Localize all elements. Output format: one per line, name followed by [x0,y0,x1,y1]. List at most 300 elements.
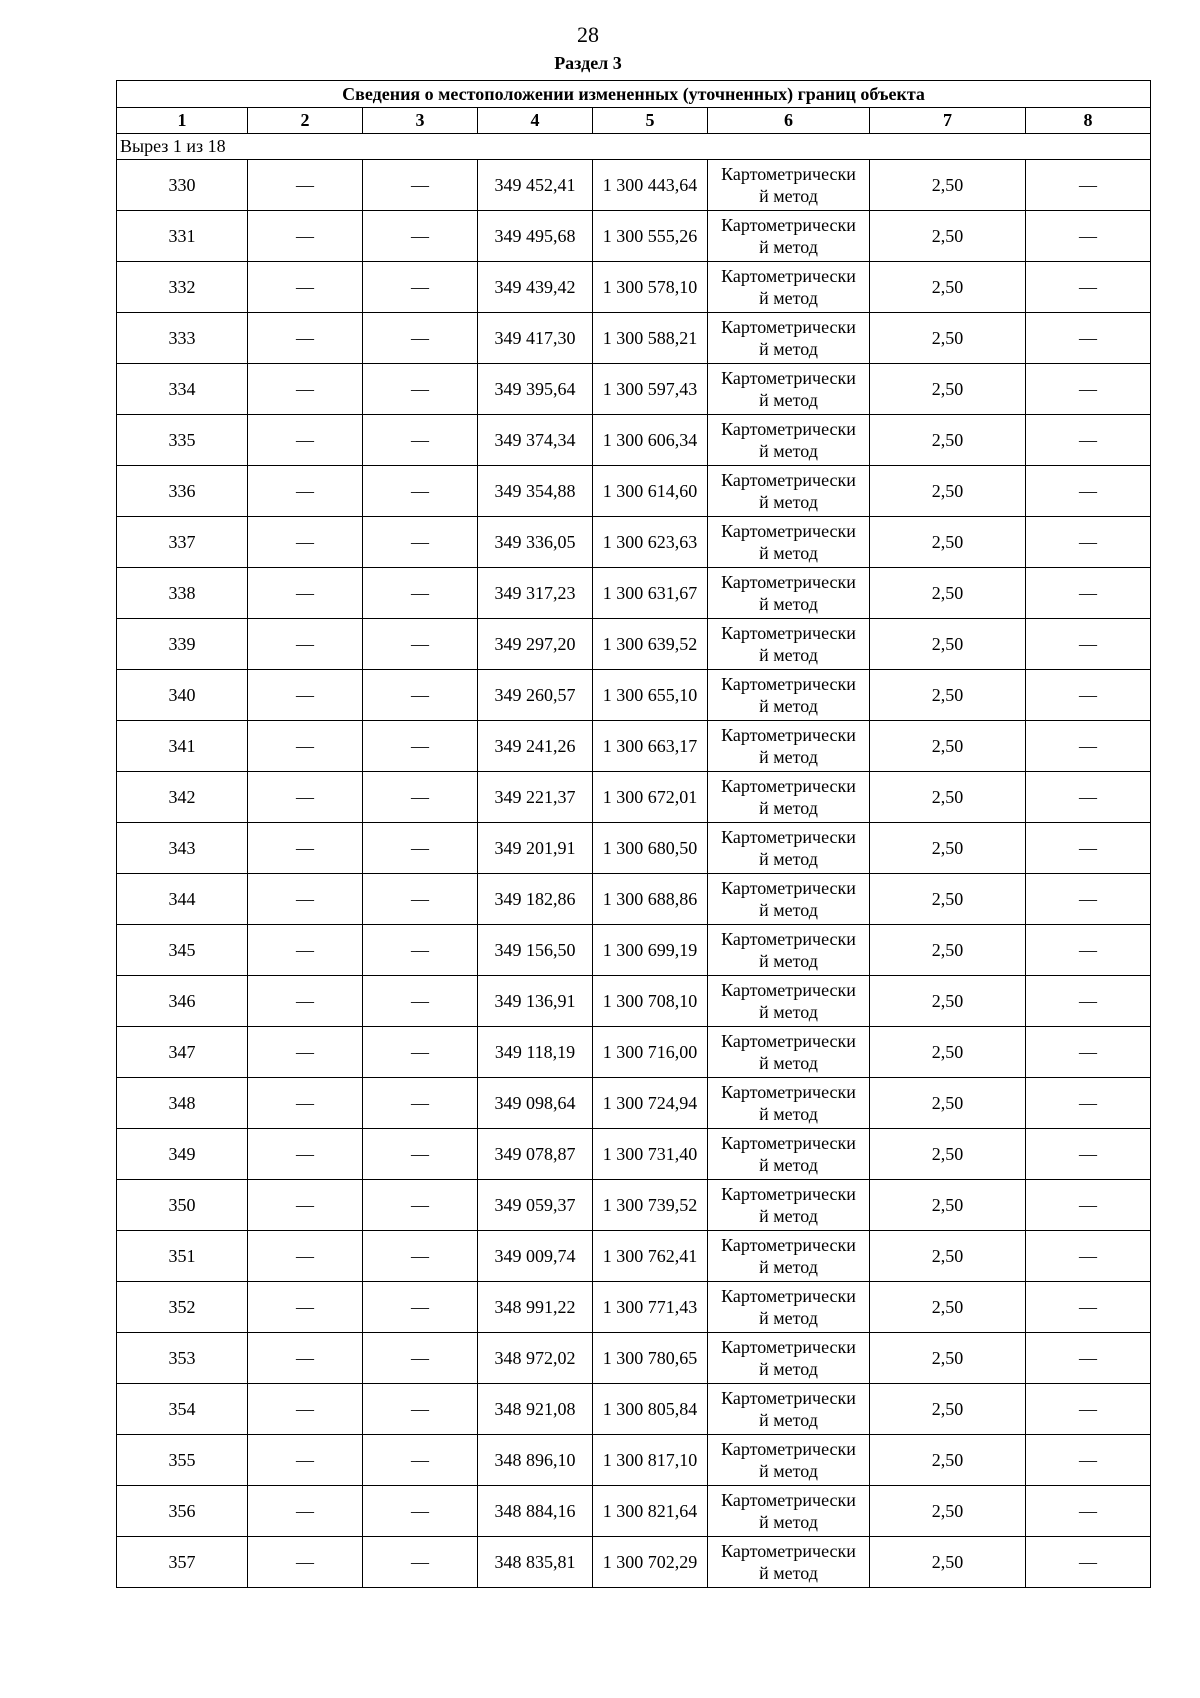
method-text: й метод [759,747,818,767]
method-text: й метод [759,1206,818,1226]
accuracy-value: 2,50 [870,1333,1026,1384]
table-row [117,772,1151,823]
table-row [117,1333,1151,1384]
point-number: 330 [117,160,248,211]
accuracy-value: 2,50 [870,415,1026,466]
table-row [117,721,1151,772]
table-row [117,1078,1151,1129]
method-text: й метод [759,1410,818,1430]
method-text: Картометрически [721,623,856,643]
method-text: й метод [759,441,818,461]
empty-dash: — [363,1282,478,1333]
empty-dash: — [363,874,478,925]
coordinate-x: 349 317,23 [478,568,593,619]
accuracy-value: 2,50 [870,925,1026,976]
coordinate-y: 1 300 699,19 [593,925,708,976]
empty-dash: — [248,925,363,976]
empty-dash: — [363,1129,478,1180]
empty-dash: — [248,1078,363,1129]
accuracy-value: 2,50 [870,160,1026,211]
empty-dash: — [248,568,363,619]
method-text: й метод [759,1104,818,1124]
accuracy-value: 2,50 [870,1537,1026,1588]
empty-dash: — [363,1027,478,1078]
empty-dash: — [1026,670,1151,721]
empty-dash: — [363,976,478,1027]
coordinate-y: 1 300 680,50 [593,823,708,874]
accuracy-value: 2,50 [870,823,1026,874]
coordinate-y: 1 300 655,10 [593,670,708,721]
method-cell [708,1486,870,1537]
coordinate-x: 349 297,20 [478,619,593,670]
empty-dash: — [1026,823,1151,874]
point-number: 332 [117,262,248,313]
accuracy-value: 2,50 [870,1129,1026,1180]
page-number: 28 [577,22,599,47]
point-number: 347 [117,1027,248,1078]
method-text: й метод [759,237,818,257]
empty-dash: — [1026,211,1151,262]
column-header: 5 [593,108,708,134]
method-cell [708,1078,870,1129]
empty-dash: — [248,823,363,874]
accuracy-value: 2,50 [870,466,1026,517]
accuracy-value: 2,50 [870,313,1026,364]
table-row [117,1180,1151,1231]
empty-dash: — [248,415,363,466]
method-text: Картометрически [721,1031,856,1051]
empty-dash: — [363,1231,478,1282]
point-number: 349 [117,1129,248,1180]
method-text: Картометрически [721,1082,856,1102]
coordinate-y: 1 300 731,40 [593,1129,708,1180]
method-text: й метод [759,492,818,512]
cut-label: Вырез 1 из 18 [117,134,1151,160]
empty-dash: — [363,1180,478,1231]
method-text: й метод [759,390,818,410]
method-text: Картометрически [721,827,856,847]
method-text: й метод [759,1461,818,1481]
method-text: Картометрически [721,1439,856,1459]
empty-dash: — [248,1282,363,1333]
coordinate-y: 1 300 724,94 [593,1078,708,1129]
point-number: 354 [117,1384,248,1435]
empty-dash: — [248,1384,363,1435]
method-text: й метод [759,1563,818,1583]
point-number: 355 [117,1435,248,1486]
empty-dash: — [1026,415,1151,466]
table-row [117,517,1151,568]
accuracy-value: 2,50 [870,1027,1026,1078]
empty-dash: — [1026,1180,1151,1231]
coordinate-y: 1 300 805,84 [593,1384,708,1435]
empty-dash: — [248,772,363,823]
coordinate-y: 1 300 688,86 [593,874,708,925]
point-number: 335 [117,415,248,466]
point-number: 356 [117,1486,248,1537]
table-row [117,211,1151,262]
method-cell [708,1231,870,1282]
empty-dash: — [248,466,363,517]
method-text: Картометрически [721,980,856,1000]
accuracy-value: 2,50 [870,1078,1026,1129]
method-text: й метод [759,1155,818,1175]
coordinate-y: 1 300 716,00 [593,1027,708,1078]
method-text: Картометрически [721,725,856,745]
empty-dash: — [248,1486,363,1537]
coordinate-y: 1 300 639,52 [593,619,708,670]
coordinate-x: 349 260,57 [478,670,593,721]
empty-dash: — [363,160,478,211]
coordinate-y: 1 300 821,64 [593,1486,708,1537]
method-text: Картометрически [721,1388,856,1408]
point-number: 343 [117,823,248,874]
method-text: й метод [759,1053,818,1073]
table-row [117,568,1151,619]
point-number: 337 [117,517,248,568]
accuracy-value: 2,50 [870,874,1026,925]
coordinates-table [116,80,1151,1588]
column-header-row [117,108,1151,134]
method-text: Картометрически [721,521,856,541]
empty-dash: — [248,670,363,721]
empty-dash: — [363,1078,478,1129]
method-text: Картометрически [721,317,856,337]
method-cell [708,670,870,721]
empty-dash: — [248,976,363,1027]
table-row [117,415,1151,466]
empty-dash: — [363,211,478,262]
method-text: Картометрически [721,164,856,184]
point-number: 334 [117,364,248,415]
method-text: Картометрически [721,1490,856,1510]
point-number: 352 [117,1282,248,1333]
empty-dash: — [1026,925,1151,976]
method-text: й метод [759,594,818,614]
empty-dash: — [363,823,478,874]
accuracy-value: 2,50 [870,772,1026,823]
coordinate-x: 349 439,42 [478,262,593,313]
empty-dash: — [363,262,478,313]
table-row [117,262,1151,313]
coordinate-x: 348 884,16 [478,1486,593,1537]
point-number: 340 [117,670,248,721]
empty-dash: — [248,1333,363,1384]
coordinate-y: 1 300 631,67 [593,568,708,619]
coordinate-x: 349 395,64 [478,364,593,415]
point-number: 338 [117,568,248,619]
method-text: й метод [759,951,818,971]
coordinate-y: 1 300 588,21 [593,313,708,364]
empty-dash: — [363,517,478,568]
accuracy-value: 2,50 [870,721,1026,772]
table-row [117,619,1151,670]
method-text: й метод [759,1002,818,1022]
coordinate-y: 1 300 597,43 [593,364,708,415]
empty-dash: — [248,1537,363,1588]
empty-dash: — [1026,772,1151,823]
coordinate-x: 349 221,37 [478,772,593,823]
accuracy-value: 2,50 [870,1282,1026,1333]
method-text: й метод [759,1359,818,1379]
method-text: Картометрически [721,776,856,796]
coordinate-y: 1 300 739,52 [593,1180,708,1231]
coordinate-x: 349 098,64 [478,1078,593,1129]
empty-dash: — [363,1333,478,1384]
accuracy-value: 2,50 [870,1180,1026,1231]
table-caption: Сведения о местоположении измененных (уточненных) границ объекта [117,81,1151,108]
accuracy-value: 2,50 [870,619,1026,670]
empty-dash: — [248,1129,363,1180]
empty-dash: — [1026,976,1151,1027]
column-header: 8 [1026,108,1151,134]
empty-dash: — [363,568,478,619]
empty-dash: — [363,313,478,364]
point-number: 345 [117,925,248,976]
table-row [117,1537,1151,1588]
coordinate-y: 1 300 623,63 [593,517,708,568]
empty-dash: — [1026,568,1151,619]
method-cell [708,772,870,823]
coordinate-x: 348 896,10 [478,1435,593,1486]
method-cell [708,925,870,976]
method-cell [708,517,870,568]
coordinate-y: 1 300 702,29 [593,1537,708,1588]
coordinate-y: 1 300 771,43 [593,1282,708,1333]
method-cell [708,823,870,874]
method-text: Картометрически [721,929,856,949]
empty-dash: — [1026,466,1151,517]
method-text: Картометрически [721,368,856,388]
coordinate-x: 348 991,22 [478,1282,593,1333]
empty-dash: — [1026,1486,1151,1537]
coordinate-x: 349 452,41 [478,160,593,211]
table-row [117,1486,1151,1537]
method-cell [708,1537,870,1588]
empty-dash: — [248,160,363,211]
accuracy-value: 2,50 [870,1231,1026,1282]
empty-dash: — [363,721,478,772]
section-title: Раздел 3 [554,53,622,73]
empty-dash: — [1026,1384,1151,1435]
method-cell [708,1282,870,1333]
method-cell [708,1333,870,1384]
method-text: й метод [759,543,818,563]
method-text: й метод [759,1257,818,1277]
point-number: 331 [117,211,248,262]
empty-dash: — [1026,1537,1151,1588]
point-number: 344 [117,874,248,925]
coordinate-x: 349 417,30 [478,313,593,364]
table-row [117,1435,1151,1486]
method-text: Картометрически [721,1235,856,1255]
point-number: 342 [117,772,248,823]
method-cell [708,1027,870,1078]
empty-dash: — [363,1435,478,1486]
table-row [117,1129,1151,1180]
empty-dash: — [248,517,363,568]
method-cell [708,1180,870,1231]
point-number: 357 [117,1537,248,1588]
method-cell [708,211,870,262]
table-row [117,976,1151,1027]
accuracy-value: 2,50 [870,1384,1026,1435]
empty-dash: — [1026,1282,1151,1333]
coordinate-x: 349 374,34 [478,415,593,466]
empty-dash: — [248,1435,363,1486]
empty-dash: — [1026,517,1151,568]
method-text: Картометрически [721,266,856,286]
empty-dash: — [248,1231,363,1282]
coordinate-y: 1 300 443,64 [593,160,708,211]
point-number: 348 [117,1078,248,1129]
method-cell [708,976,870,1027]
method-cell [708,568,870,619]
table-row [117,1027,1151,1078]
coordinate-x: 349 156,50 [478,925,593,976]
coordinate-y: 1 300 708,10 [593,976,708,1027]
method-text: й метод [759,1512,818,1532]
empty-dash: — [363,1537,478,1588]
empty-dash: — [1026,1078,1151,1129]
point-number: 350 [117,1180,248,1231]
table-row [117,670,1151,721]
point-number: 336 [117,466,248,517]
empty-dash: — [363,619,478,670]
coordinate-y: 1 300 606,34 [593,415,708,466]
empty-dash: — [363,925,478,976]
coordinate-x: 348 835,81 [478,1537,593,1588]
empty-dash: — [363,415,478,466]
method-cell [708,1384,870,1435]
empty-dash: — [363,670,478,721]
coordinate-y: 1 300 578,10 [593,262,708,313]
table-row [117,1384,1151,1435]
accuracy-value: 2,50 [870,262,1026,313]
empty-dash: — [1026,1027,1151,1078]
method-text: Картометрически [721,1337,856,1357]
empty-dash: — [1026,1333,1151,1384]
accuracy-value: 2,50 [870,364,1026,415]
method-text: Картометрически [721,1541,856,1561]
accuracy-value: 2,50 [870,568,1026,619]
method-text: й метод [759,339,818,359]
method-cell [708,364,870,415]
method-cell [708,619,870,670]
point-number: 339 [117,619,248,670]
table-row [117,1231,1151,1282]
empty-dash: — [1026,1231,1151,1282]
coordinate-y: 1 300 780,65 [593,1333,708,1384]
method-text: Картометрически [721,470,856,490]
accuracy-value: 2,50 [870,976,1026,1027]
coordinate-x: 348 972,02 [478,1333,593,1384]
empty-dash: — [1026,262,1151,313]
coordinate-x: 349 078,87 [478,1129,593,1180]
accuracy-value: 2,50 [870,1486,1026,1537]
coordinate-x: 349 182,86 [478,874,593,925]
method-cell [708,415,870,466]
empty-dash: — [248,313,363,364]
empty-dash: — [363,772,478,823]
empty-dash: — [363,1384,478,1435]
method-text: й метод [759,1308,818,1328]
column-header: 7 [870,108,1026,134]
column-header: 3 [363,108,478,134]
coordinate-x: 349 059,37 [478,1180,593,1231]
empty-dash: — [248,1180,363,1231]
table-row [117,313,1151,364]
empty-dash: — [248,874,363,925]
method-cell [708,1435,870,1486]
table-row [117,466,1151,517]
point-number: 341 [117,721,248,772]
empty-dash: — [248,262,363,313]
coordinate-x: 349 118,19 [478,1027,593,1078]
accuracy-value: 2,50 [870,1435,1026,1486]
table-row [117,874,1151,925]
empty-dash: — [1026,1129,1151,1180]
empty-dash: — [248,619,363,670]
coordinate-y: 1 300 672,01 [593,772,708,823]
method-text: й метод [759,186,818,206]
empty-dash: — [1026,313,1151,364]
accuracy-value: 2,50 [870,211,1026,262]
empty-dash: — [363,1486,478,1537]
accuracy-value: 2,50 [870,670,1026,721]
method-text: Картометрически [721,674,856,694]
table-row [117,364,1151,415]
coordinate-x: 349 241,26 [478,721,593,772]
method-text: й метод [759,645,818,665]
coordinate-x: 349 009,74 [478,1231,593,1282]
coordinate-x: 349 136,91 [478,976,593,1027]
method-cell [708,466,870,517]
coordinate-x: 349 201,91 [478,823,593,874]
method-text: й метод [759,288,818,308]
method-cell [708,160,870,211]
empty-dash: — [1026,364,1151,415]
coordinate-y: 1 300 555,26 [593,211,708,262]
empty-dash: — [248,1027,363,1078]
table-row [117,160,1151,211]
method-cell [708,262,870,313]
point-number: 346 [117,976,248,1027]
coordinate-y: 1 300 817,10 [593,1435,708,1486]
method-text: Картометрически [721,1184,856,1204]
method-text: Картометрически [721,1133,856,1153]
accuracy-value: 2,50 [870,517,1026,568]
point-number: 353 [117,1333,248,1384]
column-header: 4 [478,108,593,134]
method-text: Картометрически [721,1286,856,1306]
empty-dash: — [1026,874,1151,925]
table-row [117,823,1151,874]
method-text: й метод [759,849,818,869]
method-text: Картометрически [721,215,856,235]
coordinate-x: 349 354,88 [478,466,593,517]
coordinate-x: 349 495,68 [478,211,593,262]
empty-dash: — [1026,619,1151,670]
method-text: й метод [759,798,818,818]
empty-dash: — [1026,1435,1151,1486]
coordinate-x: 349 336,05 [478,517,593,568]
empty-dash: — [248,721,363,772]
point-number: 351 [117,1231,248,1282]
method-cell [708,313,870,364]
method-text: й метод [759,900,818,920]
empty-dash: — [248,364,363,415]
